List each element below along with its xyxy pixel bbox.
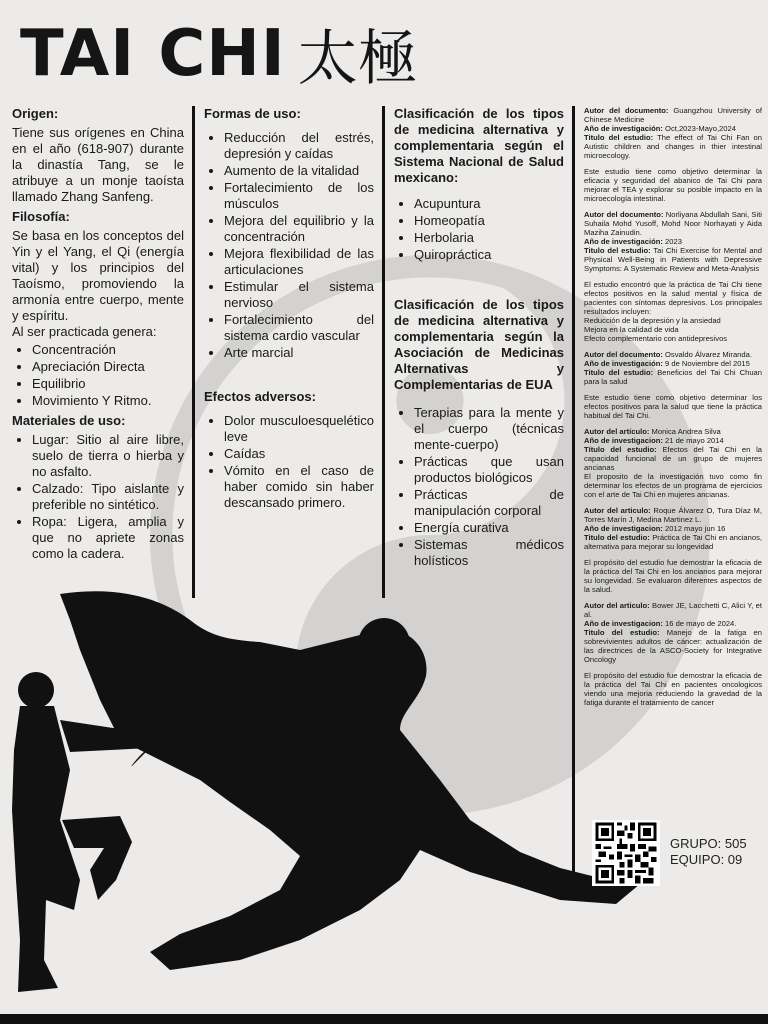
year-label: Año de investigacion: [584, 524, 663, 533]
study-title: Efectos del Tai Chi en la capacidad funcional de un grupo de mujeres ancianas [584, 445, 763, 472]
list-item: • Movimiento Y Ritmo. [32, 393, 184, 409]
study-title: Manejo de la fatiga en sobrevivientes adultos de cáncer: actualización de las directrices de la ASCO-Society for Integrative Oncology [584, 628, 762, 664]
year-label: Año de investigacion: [584, 436, 663, 445]
team-number: EQUIPO: 09 [670, 852, 743, 867]
group-number: GRUPO: 505 [670, 836, 747, 851]
study-title-label: Título del estudio: [584, 445, 657, 454]
efectos-list [204, 413, 374, 511]
list-item: • Prácticas de manipulación corporal [414, 487, 564, 519]
study-summary: El propósito del estudio fue demostrar la eficacia de la práctica del Tai Chi en pacientes oncologicos viendo una mejoria reduciendo la gravedad de la fatiga durante el tratamiento de cancer [584, 671, 762, 707]
column-origin [12, 106, 184, 566]
study-title: Tai Chi Exercise for Mental and Physical Well-Being in Patients with Depressive Symptoms: A Systematic Review and Meta-Analysis [584, 246, 762, 273]
filosofia-heading: Filosofía: [12, 209, 70, 224]
year: 2023 [665, 237, 682, 246]
study-summary: Este estudio tiene como objetivo determinar la eficacia y seguridad del abanico de Tai Chi para mejorar el TEA y explorar su posible impacto en la microecología intestinal. [584, 167, 762, 203]
result-line: Efecto complementario con antidepresivos [584, 334, 728, 343]
research-entry [584, 506, 762, 551]
research-entry [584, 350, 762, 386]
list-item: • Sistemas médicos holísticos [414, 537, 564, 569]
list-item: • Herbolaria [414, 230, 564, 246]
list-item: • Aumento de la vitalidad [224, 163, 374, 179]
formas-heading: Formas de uso: [204, 106, 301, 121]
list-item: • Vómito en el caso de haber comido sin haber descansado primero. [224, 463, 374, 511]
formas-list [204, 130, 374, 361]
study-title-label: Titulo del estudio: [584, 628, 660, 637]
group-info [670, 836, 747, 868]
author: Bower JE, Lacchetti C, Alici Y, et al. [584, 601, 762, 619]
mexico-classification-heading: Clasificación de los tipos de medicina alternativa y complementaria según el Sistema Nacional de Salud mexicano: [394, 106, 564, 185]
author: Roque Álvarez O, Tura Díaz M, Torres Marín J, Medina Martinez L. [584, 506, 762, 524]
year-label: Año de investigación: [584, 237, 663, 246]
genera-text: Al ser practicada genera: [12, 324, 157, 339]
column-uses [204, 106, 374, 515]
column-classification [394, 106, 564, 573]
list-item: • Lugar: Sitio al aire libre, suelo de tierra o hierba y no asfalto. [32, 432, 184, 480]
list-item: • Quiropráctica [414, 247, 564, 263]
list-item: • Acupuntura [414, 196, 564, 212]
list-item: • Concentración [32, 342, 184, 358]
list-item: • Dolor musculoesquelético leve [224, 413, 374, 445]
list-item: • Terapias para la mente y el cuerpo (técnicas mente-cuerpo) [414, 405, 564, 453]
research-entry [584, 427, 762, 499]
column-divider [192, 106, 195, 598]
author: Osvaldo Álvarez Miranda. [665, 350, 752, 359]
title-chinese-characters: 太極 [297, 24, 418, 94]
study-title-label: Titulo del estudio: [584, 133, 654, 142]
filosofia-text: Se basa en los conceptos del Yin y el Yang, el Qi (energía vital) y los principios del Taoísmo, promoviendo la armonía entre cuerpo, mente y espíritu. [12, 228, 184, 323]
author: Guangzhou University of Chinese Medicine [584, 106, 762, 124]
year-label: Año de investigación: [584, 124, 663, 133]
column-divider [382, 106, 385, 598]
year-label: Año de investigación: [584, 359, 663, 368]
tai-chi-silhouettes [0, 580, 768, 1014]
list-item: • Arte marcial [224, 345, 374, 361]
study-title-label: Titulo del estudio: [584, 368, 654, 377]
study-title: Práctica de Tai Chi en ancianos, alternativa para mejorar su longevidad [584, 533, 763, 551]
research-entry [584, 106, 762, 160]
list-item: • Ropa: Ligera, amplia y que no apriete zonas como la cadera. [32, 514, 184, 562]
list-item: • Reducción del estrés, depresión y caídas [224, 130, 374, 162]
author-label: Autor del documento: [584, 210, 664, 219]
origen-heading: Origen: [12, 106, 59, 121]
author-label: Autor del articulo: [584, 601, 650, 610]
list-item: • Calzado: Tipo aislante y preferible no sintético. [32, 481, 184, 513]
year: Oct,2023-Mayo,2024 [665, 124, 736, 133]
title-latin: TAI CHI [20, 17, 286, 91]
author: Norliyana Abdullah Sani, Siti Suhaila Mohd Yusoff, Mohd Noor Norhayati y Aida Maziha Zainudin. [584, 210, 762, 237]
list-item: • Caídas [224, 446, 374, 462]
qr-code[interactable] [592, 820, 660, 886]
study-summary: Este estudio tiene como objetivo determinar los efectos positivos para la salud que tiene la práctica habitual del Tai Chi. [584, 393, 762, 420]
list-item: • Equilibrio [32, 376, 184, 392]
list-item: • Homeopatía [414, 213, 564, 229]
author-label: Autor del articulo: [584, 506, 651, 515]
usa-classification-heading: Clasificación de los tipos de medicina alternativa y complementaria según la Asociación de Medicinas Alternativas y Complementarias de EUA [394, 297, 564, 392]
study-title: Beneficios del Tai Chi Chuan para la salud [584, 368, 762, 386]
year-label: Año de investigacion: [584, 619, 663, 628]
study-summary: El proposito de la investigación tuvo como fin determinar los efectos de un programa de ejercicios con el arte de Tai Chi en mujeres ancianas. [584, 472, 762, 499]
year: 9 de Noviembre del 2015 [665, 359, 750, 368]
origen-text: Tiene sus orígenes en China en el año (618-907) durante la dinastía Tang, se le atribuye a un monje taoísta llamado Zhang Sanfeng. [12, 125, 184, 204]
year: 16 de mayo de 2024. [665, 619, 737, 628]
summary-text: El estudio encontró que la práctica de Tai Chi tiene efectos positivos en la salud mental y física de pacientes con síntomas depresivos. Los principales resultados incluyen: [584, 280, 762, 316]
study-summary [584, 280, 762, 343]
list-item: • Mejora flexibilidad de las articulaciones [224, 246, 374, 278]
study-title-label: Titulo del estudio: [584, 533, 650, 542]
list-item: • Apreciación Directa [32, 359, 184, 375]
year: 21 de mayo 2014 [665, 436, 724, 445]
result-line: Mejora en la calidad de vida [584, 325, 679, 334]
year: 2012 mayo jun 16 [665, 524, 726, 533]
efectos-heading: Efectos adversos: [204, 389, 316, 404]
study-title-label: Titulo del estudio: [584, 246, 651, 255]
result-line: Reducción de la depresión y la ansiedad [584, 316, 721, 325]
list-item: • Fortalecimiento del sistema cardio vascular [224, 312, 374, 344]
materiales-list [12, 432, 184, 562]
author-label: Autor del artículo: [584, 427, 650, 436]
research-entry [584, 210, 762, 273]
list-item: • Mejora del equilibrio y la concentración [224, 213, 374, 245]
materiales-heading: Materiales de uso: [12, 413, 126, 428]
list-item: • Prácticas que usan productos biológicos [414, 454, 564, 486]
list-item: • Energía curativa [414, 520, 564, 536]
study-summary: El propósito del estudio fue demostrar la eficacia de la práctica del Tai Chi en los ancianos para mejorar su longevidad. Se evaluaron diferentes aspectos de la salud. [584, 558, 762, 594]
study-title: The effect of Tai Chi Fan on Autistic children and changes in thier intestinal microecology. [584, 133, 762, 160]
poster-title [20, 14, 418, 94]
bottom-bar [0, 1014, 768, 1024]
author: Monica Andrea Silva [651, 427, 721, 436]
author-label: Autor del documento: [584, 106, 669, 115]
genera-list [12, 342, 184, 409]
list-item: • Estimular el sistema nervioso [224, 279, 374, 311]
mexico-classification-list [394, 196, 564, 263]
list-item: • Fortalecimiento de los músculos [224, 180, 374, 212]
usa-classification-list [394, 405, 564, 569]
author-label: Autor del documento: [584, 350, 663, 359]
